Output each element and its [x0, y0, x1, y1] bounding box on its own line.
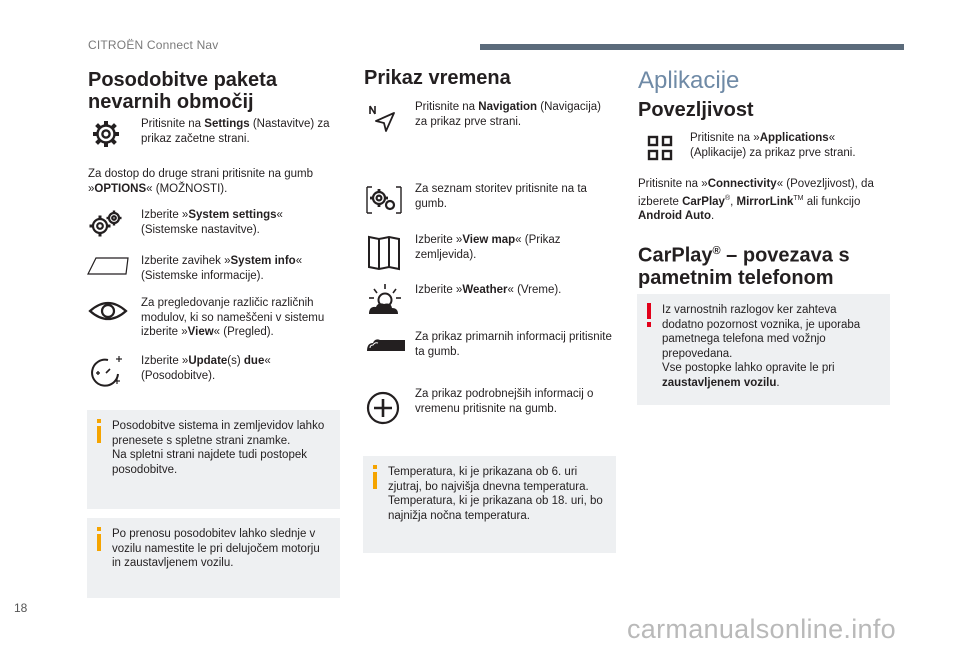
brand-header: CITROËN Connect Nav [88, 38, 219, 52]
applications-grid-icon [645, 133, 675, 163]
services-instruction: Za seznam storitev pritisnite na ta gumb. [415, 183, 587, 210]
system-settings-icon [88, 208, 124, 240]
map-icon [366, 234, 402, 272]
primary-info-instruction: Za prikaz primarnih informacij pritisnite ta gumb. [415, 331, 612, 358]
options-instruction: Za dostop do druge strani pritisnite na gumb »OPTIONS« (MOŽNOSTI). [88, 168, 314, 195]
system-info-instruction: Izberite zavihek »System info« (Sistemske informacije). [141, 255, 303, 282]
subheading-carplay: CarPlay® – povezava s pametnim telefonom [638, 244, 850, 289]
primary-info-bar-icon [365, 332, 407, 354]
page-number: 18 [14, 601, 28, 615]
navigation-instruction: Pritisnite na Navigation (Navigacija) za prikaz prve strani. [415, 101, 601, 128]
navigation-arrow-icon [365, 102, 401, 134]
update-instruction: Izberite »Update(s) due« (Posodobitve). [141, 355, 271, 382]
warning-note-smartphone: Iz varnostnih razlogov ker zahteva dodatno pozornost voznika, je uporaba pametnega telefona med vožnjo prepovedana. Vse postopke lahko opravite le pri zaustavljenem vozilu. [637, 294, 890, 405]
header-bar [480, 44, 904, 50]
settings-instruction: Pritisnite na Settings (Nastavitve) za prikaz začetne strani. [141, 118, 330, 145]
warning-icon [644, 303, 654, 327]
system-settings-instruction: Izberite »System settings« (Sistemske nastavitve). [141, 209, 283, 236]
detailed-info-instruction: Za prikaz podrobnejših informacij o vremenu pritisnite na gumb. [415, 388, 594, 415]
watermark: carmanualsonline.info [627, 614, 896, 644]
subheading-connectivity: Povezljivost [638, 99, 754, 121]
section-heading-applications: Aplikacije [638, 67, 740, 94]
settings-gear-icon [90, 118, 122, 150]
info-icon [94, 527, 104, 551]
info-icon [94, 419, 104, 443]
view-instruction: Za pregledovanje različic različnih modulov, ki so nameščeni v sistemu izberite »View« (Pregled). [141, 297, 325, 338]
weather-sun-cloud-icon [365, 283, 405, 317]
eye-view-icon [86, 297, 130, 325]
info-note-temperature: Temperatura, ki je prikazana ob 6. uri zjutraj, bo najvišja dnevna temperatura. Temperatura, ki je prikazana ob 18. uri, bo najnižja nočna temperatura. [363, 456, 616, 553]
plus-circle-icon [365, 390, 401, 426]
section-heading-updates: Posodobitve paketa nevarnih območij [88, 69, 277, 113]
view-map-instruction: Izberite »View map« (Prikaz zemljevida). [415, 234, 561, 261]
applications-instruction: Pritisnite na »Applications« (Aplikacije) za prikaz prve strani. [690, 132, 856, 159]
info-note-install: Po prenosu posodobitev lahko slednje v vozilu namestite le pri delujočem motorju in zaustavljenem vozilu. [87, 518, 340, 598]
info-icon [370, 465, 380, 489]
section-heading-weather: Prikaz vremena [364, 67, 511, 89]
tab-outline-icon [86, 253, 130, 277]
info-note-updates: Posodobitve sistema in zemljevidov lahko prenesete s spletne strani znamke. Na spletni strani najdete tudi postopek posodobitve. [87, 410, 340, 509]
connectivity-instruction: Pritisnite na »Connectivity« (Povezljivost), da izberete CarPlay®, MirrorLink™ ali funkcijo Android Auto. [638, 178, 874, 222]
update-progress-icon [88, 356, 124, 388]
services-gear-icon [364, 184, 404, 216]
weather-instruction: Izberite »Weather« (Vreme). [415, 284, 562, 296]
